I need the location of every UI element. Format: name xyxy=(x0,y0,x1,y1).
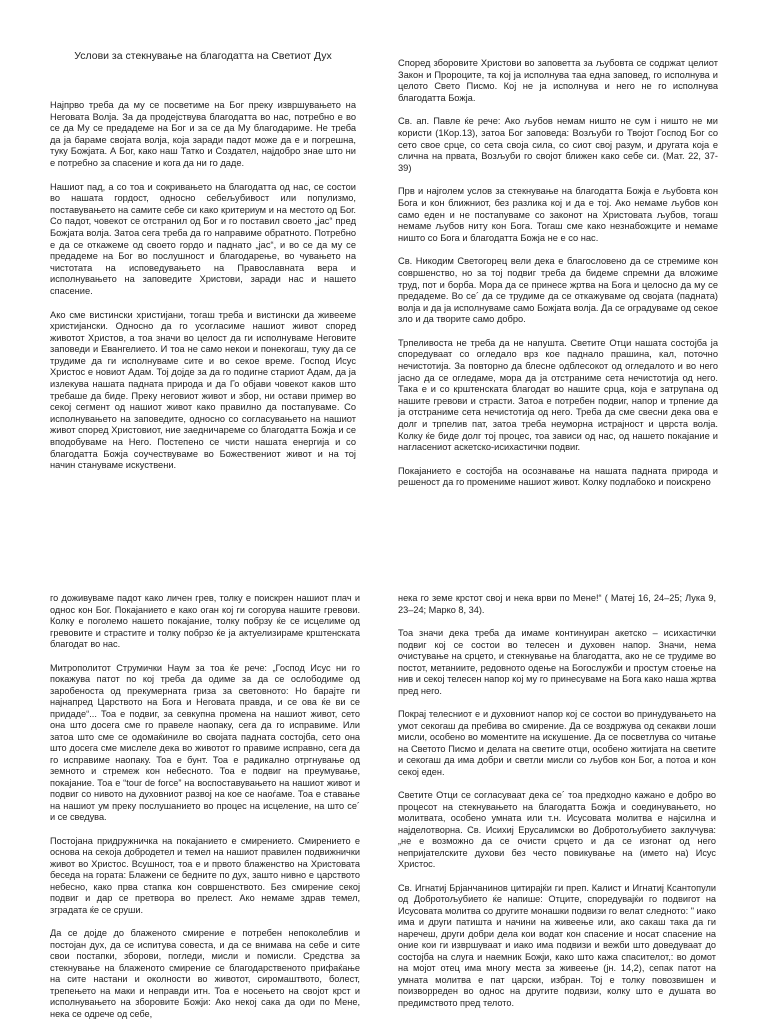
left-column-bottom xyxy=(50,593,360,1023)
paragraph: Нашиот пад, а со тоа и сокривањето на благодатта од нас, се состои во нашата гордост, односно себељубивост или популизмо, поставувањето на самите себе си како критериум и на местото од Бог. Со падот, човекот се отстранил од Бог и го поставил своето „јас“ пред Божјата волја. Затоа сега треба да го направиме обратното. Потребно е да се откажеме од своето гордо и паднато „јас“, и во се да му се предадеме на Бог во послушност и благодарење, во чувањето на чистотата на исповедувањето на Православната вера и исполнувањето на заповедите Христови, заради нас и нашето спасение. xyxy=(50,181,356,296)
right-column-top xyxy=(398,58,718,550)
paragraph: Св. Никодим Светогорец вели дека е благословено да се стремиме кон совршенство, но за тој подвиг треба да бидеме спремни да вложиме труд, пот и борба. Мора да се принесе жртва на Бога и целосно да му се предадеме. Во се´ да се трудиме да се откажуваме од својата (падната) волја и да ја исполнуваме само Божјата волја. Да се оградуваме од секое зло и да творите само добро. xyxy=(398,256,718,325)
paragraph: Ако сме вистински христијани, тогаш треба и вистински да живееме христијански. Односно да го усогласиме нашиот живот според животот Христов, а тоа значи во целост да ги исполнуваме Неговите заповеди и Евангелието. И тоа не само некои и понекогаш, туку да се трудиме да ги исполнуваме сите и во секое време. Господ Исус Христос е новиот Адам. Тој дојде за да го подигне стариот Адам, да ја излекува нашата падната природа и да Го објави човекот каков што требаше да биде. Преку неговиот живот и збор, ни остави пример во секој сегмент од нашиот живот како правилно да постапуваме. Со исполнувањето на заповедите, односно со согласувањето на нашиот живот според Христовиот, ние заедничареме со благодатта Божја и се вподобуваме на Него. Постепено се чисти нашата енергија и со благодатта Божја соучествуваме во Божествениот живот и на тој начин стануваме искуствени. xyxy=(50,309,356,471)
paragraph: Да се дојде до блаженото смирение е потребен непоколеблив и постојан дух, да се испитува совеста, и да се внимава на себе и сите свои постапки, зборови, погледи, мисли и помисли. Средства за стекнување на блаженото смирение се благодарственото прифаќање на сите настани и околности во животот, сиромаштвото, болест, трепењето на маки и неправди итн. Тоа е носењето на својот крст и исполнувањето на зборовите Божји: Ако некој сака да оди по Мене, нека се одрече од себе, xyxy=(50,928,360,1019)
paragraph: Покајанието е состојба на осознавање на нашата падната природа и решеност да го промениме нашиот живот. Колку подлабоко и поискрено xyxy=(398,465,718,488)
paragraph: Според зборовите Христови во заповетта за љубовта се содржат целиот Закон и Пророците, та кој ја исполнува таа една заповед, го исполнува и целото Свето Писмо. Кој не ја исполнува и него не го исполнува благодатта Божја. xyxy=(398,58,718,103)
document-page-bottom xyxy=(0,585,768,1024)
paragraph: Прв и најголем услов за стекнување на благодатта Божја е љубовта кон Бога и кон ближниот, без разлика кој и да е тој. Ако немаме љубов кон само еден и не постапуваме со законот на Христовата љубов, тогаш немаме љубов ниту кон Бога. Тогаш сме како незнабожците и немаме ништо со Бога и благодатта Божја не е со нас. xyxy=(398,186,718,243)
paragraph: Митрополитот Струмички Наум за тоа ќе рече: „Господ Исус ни го покажува патот по кој треба да одиме за да се ослободиме од заробеноста од прекумерната гриза за световното: Но барајте ги најнапред Царството на Бога и Неговата правда, и се ова ќе ви се придаде“... Тоа е подвиг, за севкупна промена на нашиот живот, сето она што досега сме го правеле наопаку, сега да го исправиме. Или затоа што сме се одомаќиниле во својата падната состојба, сето она што досега сме мислеле дека во животот го правиме исправно, сега да го исправиме наопаку. Тоа е бунт. Тоа е радикално отргнување од земното и стремеж кон небесното. Тоа е подвиг на преумување, покајание. Тоа е “tour de force” на воспоставувањето на нашиот живот и подвиг со нивото на духовниот развој на кое се наоѓаме. Тоа е ставање на нашиот ум преку послушанието во процес на исцеление, на што се´ и се сведува. xyxy=(50,662,360,822)
paragraph: Покрај телесниот е и духовниот напор кој се состои во принудувањето на умот секогаш да пребива во смирение. Да се воздржува од секакви лоши мисли, особено во моментите на искушение. Да се посветлува со читање на Светото Писмо и делата на светите отци, особено житијата на светите и секогаш да има добри и светли мисли со љубов кон Бог, а потоа и кон секој еден. xyxy=(398,709,716,777)
paragraph: Св. ап. Павле ќе рече: Ако љубов немам ништо не сум і ништо не ми користи (1Кор.13), затоа Бог заповеда: Возљуби го Твојот Господ Бог со сето свое срце, со сета своја сила, со сиот свој разум, и другата која е слична на првата, Возљуби го својот ближен како себе си. (Мат. 22, 37-39) xyxy=(398,116,718,173)
paragraph: Тоа значи дека треба да имаме континуиран акетско – исихастички подвиг кој се состои во телесен и духовен напор. Значи, нема очистување на срцето, и стекнување на благодатта, ако не се трудиме во постот, метаниите, редовното одење на Богослужби и простум стоење на нив и секој телесен напор кој му го принесуваме на Бога како наша жртва пред него. xyxy=(398,628,716,696)
paragraph: Постојана придружничка на покајанието е смирението. Смирението е основа на секоја добродетел и темел на нашиот правилен подвижнички живот во Христос. Всушност, тоа е и првото блаженство на Христовата беседа на гората: Блажени се бедните по дух, зашто нивно е царството небесно, како прва стапка кон совршенството. Без смирение секој подвиг и дар се претвора во прелест. Ако немаме здрав темел, зградата ќе се сруши. xyxy=(50,835,360,915)
paragraph: Најпрво треба да му се посветиме на Бог преку извршувањето на Неговата Волја. За да продејствува благодатта во нас, потребно е во се да Му се предадеме на Бог и за се да Му благодариме. Не треба да ја бараме својата волја, која заради падот може да е и погрешна, туку Божјата. А Бог, како наш Татко и Создател, најдобро знае што ни е потребно за спасение и кога да ни го даде. xyxy=(50,100,356,168)
right-column-bottom xyxy=(398,593,716,1023)
left-column-top xyxy=(50,40,356,484)
paragraph: Светите Отци се согласуваат дека се´ тоа предходно кажано е добро во процесот на стекнувањето на благодатта Божја и соединувањето, но молитвата, особено умната или т.н. Исусовата молитва е најсилна и најделотворна. Св. Исихиј Ерусалимски во Добротољубието заклучува: „не е возможно да се очисти срцето и да се изгонат од него непријателските духови без често повикување на (името на) Исус Христос. xyxy=(398,790,716,869)
paragraph: го доживуваме падот како личен грев, толку е поискрен нашиот плач и однос кон Бог. Покајанието е како оган кој ги согорува нашите гревови. Колку е поголемо нашето покајание, толку побрзу ќе се исцелиме од гревовите и страстите и толку побрзо ќе ја актуелизираме крштенската благодат во нас. xyxy=(50,593,360,649)
paragraph: Трпеливоста не треба да не напушта. Светите Отци нашата состојба ја споредуваат со огледало врз кое паднало прашина, кал, поточно нечистотија. За повторно да блесне одблесокот од огледалото и во него јасно да се огледаме, мора да ја отстраниме сета нечистотија од него. Така е и со крштенската благодат во нашите срца, која е затрупана од нашите гревови и страсти. Затоа е потребен подвиг, напор и трпение да ја отстраниме сета нечистотија од него. Треба да сме свесни дека ова е долг и трпелив пат, затоа треба неуморна истрајност и цврста волја. Колку ќе биде долг тој процес, тоа зависи од нас, од нашето покајание и нагласениот аскетско-исихастички подвиг. xyxy=(398,337,718,453)
paragraph: нека го земе крстот свој и нека врви по Мене!“ ( Матеј 16, 24–25; Лука 9, 23–24; Марко 8, 34). xyxy=(398,593,716,615)
paragraph: Св. Игнатиј Брјанчанинов цитирајќи ги преп. Калист и Игнатиј Ксантопули од Добротољубието ќе напише: Отците, споредувајќи го подвигот на Исусовата молитва со другите монашки подвизи го велат следното: " иако има и други патишта и начини на живеење или, ако сакаш така да ги наречеш, други добри дела кои водат кон спасение и носат спасение на оние кои ги извршуваат и иако има подвизи и вежби што доведуваат до состојба на слуга и наемник Божји, како што кажа спасителот,: во домот на мојот отец има многу места за живеење (јн. 14,2), сепак патот на умната молитва е пат царски, избран. Тој е толку повозвишен и поизворреден во однос на другите подвизи, колку што е душата во предимството пред телото. xyxy=(398,882,716,1008)
page-gap xyxy=(0,560,768,585)
page-title: Услови за стекнување на благодатта на Светиот Дух xyxy=(74,50,332,62)
